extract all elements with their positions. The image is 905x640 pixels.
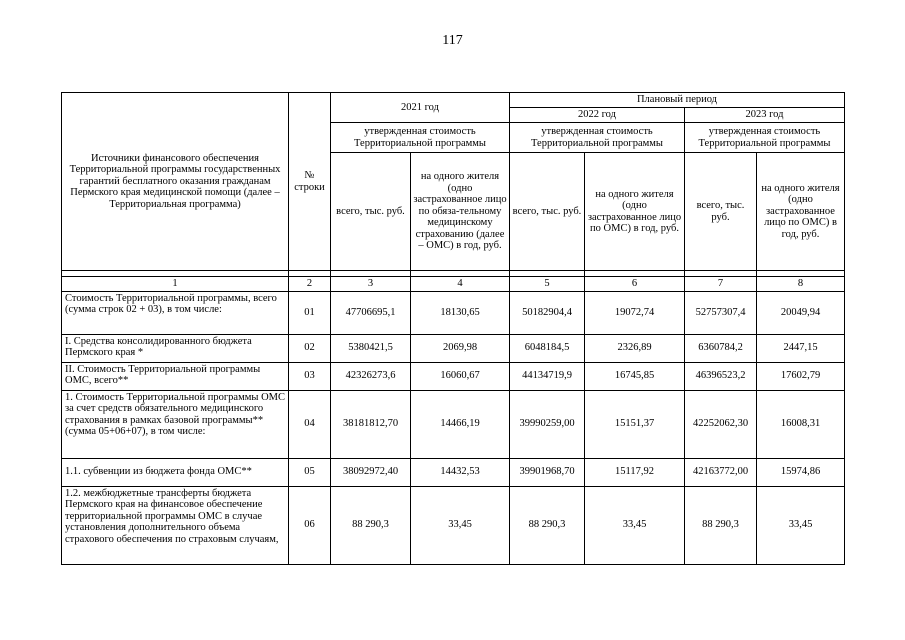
page-number: 117 bbox=[442, 33, 463, 48]
value-total-2022: 88 290,3 bbox=[510, 486, 585, 564]
col-number: 2 bbox=[289, 277, 331, 292]
header-year-2021: 2021 год bbox=[331, 93, 510, 123]
value-total-2022: 39901968,70 bbox=[510, 458, 585, 486]
row-number: 02 bbox=[289, 334, 331, 362]
value-per-2023: 17602,79 bbox=[757, 362, 845, 390]
row-number: 04 bbox=[289, 390, 331, 458]
row-number: 05 bbox=[289, 458, 331, 486]
row-number: 01 bbox=[289, 291, 331, 334]
col-number: 3 bbox=[331, 277, 411, 292]
value-total-2023: 88 290,3 bbox=[685, 486, 757, 564]
value-total-2021: 38092972,40 bbox=[331, 458, 411, 486]
value-total-2023: 42252062,30 bbox=[685, 390, 757, 458]
value-total-2023: 52757307,4 bbox=[685, 291, 757, 334]
value-per-2021: 14466,19 bbox=[411, 390, 510, 458]
value-per-2022: 15151,37 bbox=[585, 390, 685, 458]
value-per-2021: 14432,53 bbox=[411, 458, 510, 486]
table-row bbox=[62, 362, 845, 390]
row-source: 1.2. межбюджетные трансферты бюджета Пермского края на финансовое обеспечение территориальной программы ОМС в случае установления дополнительного объема страхового обеспечения по страховым случаям, bbox=[62, 486, 289, 564]
value-total-2022: 39990259,00 bbox=[510, 390, 585, 458]
table-row bbox=[62, 390, 845, 458]
header-row-1 bbox=[62, 93, 845, 108]
col-number: 6 bbox=[585, 277, 685, 292]
value-per-2023: 2447,15 bbox=[757, 334, 845, 362]
value-total-2023: 46396523,2 bbox=[685, 362, 757, 390]
value-per-2022: 15117,92 bbox=[585, 458, 685, 486]
header-planned-period: Плановый период bbox=[510, 93, 845, 108]
value-total-2021: 42326273,6 bbox=[331, 362, 411, 390]
value-per-2021: 2069,98 bbox=[411, 334, 510, 362]
value-per-2022: 19072,74 bbox=[585, 291, 685, 334]
header-total-2023: всего, тыс. руб. bbox=[685, 153, 757, 271]
value-per-2023: 15974,86 bbox=[757, 458, 845, 486]
value-per-2022: 2326,89 bbox=[585, 334, 685, 362]
value-total-2022: 44134719,9 bbox=[510, 362, 585, 390]
financing-table bbox=[61, 92, 845, 565]
col-number: 5 bbox=[510, 277, 585, 292]
col-number: 7 bbox=[685, 277, 757, 292]
value-per-2023: 16008,31 bbox=[757, 390, 845, 458]
value-total-2023: 42163772,00 bbox=[685, 458, 757, 486]
header-row-number: № строки bbox=[289, 93, 331, 271]
header-per-resident-2022: на одного жителя (одно застрахованное лицо по ОМС) в год, руб. bbox=[585, 153, 685, 271]
header-year-2023: 2023 год bbox=[685, 108, 845, 123]
col-number: 1 bbox=[62, 277, 289, 292]
value-total-2023: 6360784,2 bbox=[685, 334, 757, 362]
value-total-2022: 6048184,5 bbox=[510, 334, 585, 362]
row-source: 1.1. субвенции из бюджета фонда ОМС** bbox=[62, 458, 289, 486]
value-per-2023: 33,45 bbox=[757, 486, 845, 564]
value-per-2023: 20049,94 bbox=[757, 291, 845, 334]
value-total-2021: 47706695,1 bbox=[331, 291, 411, 334]
value-total-2021: 5380421,5 bbox=[331, 334, 411, 362]
table-row bbox=[62, 486, 845, 564]
header-per-resident-2023: на одного жителя (одно застрахованное лицо по ОМС) в год, руб. bbox=[757, 153, 845, 271]
header-approved-2021: утвержденная стоимость Территориальной программы bbox=[331, 123, 510, 153]
value-per-2022: 33,45 bbox=[585, 486, 685, 564]
value-total-2021: 88 290,3 bbox=[331, 486, 411, 564]
table-row bbox=[62, 291, 845, 334]
header-total-2021: всего, тыс. руб. bbox=[331, 153, 411, 271]
col-number: 4 bbox=[411, 277, 510, 292]
header-approved-2023: утвержденная стоимость Территориальной программы bbox=[685, 123, 845, 153]
row-source: II. Стоимость Территориальной программы ОМС, всего** bbox=[62, 362, 289, 390]
value-per-2022: 16745,85 bbox=[585, 362, 685, 390]
header-total-2022: всего, тыс. руб. bbox=[510, 153, 585, 271]
row-source: Стоимость Территориальной программы, всего (сумма строк 02 + 03), в том числе: bbox=[62, 291, 289, 334]
value-per-2021: 33,45 bbox=[411, 486, 510, 564]
row-number: 06 bbox=[289, 486, 331, 564]
column-numbers-row bbox=[62, 277, 845, 292]
header-per-resident-2021: на одного жителя (одно застрахованное лицо по обяза-тельному медицинскому страхованию (далее – ОМС) в год, руб. bbox=[411, 153, 510, 271]
value-per-2021: 18130,65 bbox=[411, 291, 510, 334]
value-per-2021: 16060,67 bbox=[411, 362, 510, 390]
row-source: 1. Стоимость Территориальной программы ОМС за счет средств обязательного медицинского страхования в рамках базовой программы** (сумма 05+06+07), в том числе: bbox=[62, 390, 289, 458]
header-approved-2022: утвержденная стоимость Территориальной программы bbox=[510, 123, 685, 153]
table-row bbox=[62, 334, 845, 362]
value-total-2021: 38181812,70 bbox=[331, 390, 411, 458]
col-number: 8 bbox=[757, 277, 845, 292]
row-number: 03 bbox=[289, 362, 331, 390]
value-total-2022: 50182904,4 bbox=[510, 291, 585, 334]
table-row bbox=[62, 458, 845, 486]
row-source: I. Средства консолидированного бюджета Пермского края * bbox=[62, 334, 289, 362]
header-year-2022: 2022 год bbox=[510, 108, 685, 123]
header-source: Источники финансового обеспечения Территориальной программы государственных гарантий бесплатного оказания гражданам Пермского края медицинской помощи (далее – Территориальная программа) bbox=[62, 93, 289, 271]
